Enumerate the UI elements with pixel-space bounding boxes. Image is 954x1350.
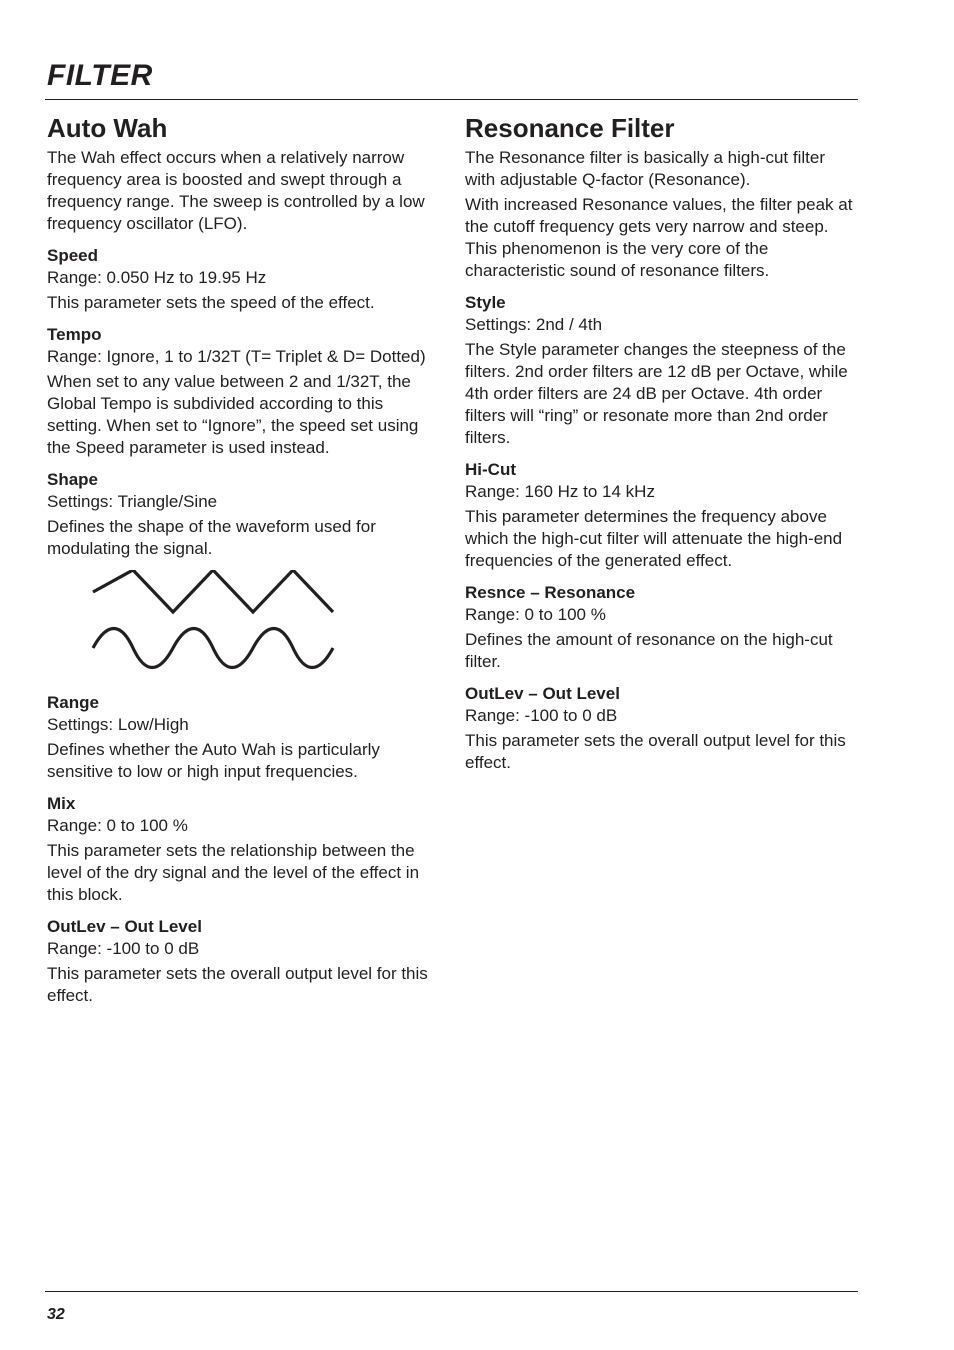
param-description: This parameter determines the frequency above which the high-cut filter will attenuate the high-end frequencies of the generated effect. (465, 507, 843, 570)
param-hi-cut (465, 459, 857, 572)
auto-wah-title: Auto Wah (47, 113, 168, 143)
param-range: Range: Ignore, 1 to 1/32T (T= Triplet & D= Dotted) (47, 347, 426, 366)
triangle-waveform (93, 570, 333, 612)
footer-rule (45, 1291, 858, 1292)
auto-wah-intro: The Wah effect occurs when a relatively narrow frequency area is boosted and swept through a frequency range. The sweep is controlled by a low frequency oscillator (LFO). (47, 148, 425, 233)
param-range: Settings: Triangle/Sine (47, 492, 218, 511)
resonance-filter-title: Resonance Filter (465, 113, 675, 143)
param-style (465, 292, 857, 449)
param-description: When set to any value between 2 and 1/32T, the Global Tempo is subdivided according to this setting. When set to “Ignore”, the speed set using the Speed parameter is used instead. (47, 372, 419, 457)
param-range: Range: -100 to 0 dB (465, 706, 618, 725)
param-range: Settings: 2nd / 4th (465, 315, 603, 334)
param-range: Range: 0 to 100 % (47, 816, 188, 835)
resonance-filter-column (465, 111, 857, 774)
param-mix (47, 793, 439, 906)
param-description: This parameter sets the overall output level for this effect. (465, 731, 846, 772)
param-description: Defines the amount of resonance on the high-cut filter. (465, 630, 833, 671)
param-resonance (465, 582, 857, 673)
param-range-setting (47, 692, 439, 783)
param-description: This parameter sets the speed of the effect. (47, 293, 375, 312)
param-out-level (47, 916, 439, 1007)
param-name: Mix (47, 794, 76, 813)
param-shape (47, 469, 439, 560)
param-name: Tempo (47, 325, 102, 344)
page-number: 32 (47, 1306, 65, 1323)
header-rule (45, 99, 858, 100)
param-description: This parameter sets the relationship between the level of the dry signal and the level of the effect in this block. (47, 841, 420, 904)
param-description: Defines whether the Auto Wah is particularly sensitive to low or high input frequencies. (47, 740, 380, 781)
page-title: FILTER (47, 59, 153, 92)
param-speed (47, 245, 439, 314)
resonance-filter-intro: The Resonance filter is basically a high-cut filter with adjustable Q-factor (Resonance). (465, 148, 825, 189)
param-name: Shape (47, 470, 99, 489)
param-description: Defines the shape of the waveform used for modulating the signal. (47, 517, 376, 558)
param-range: Range: 0.050 Hz to 19.95 Hz (47, 268, 267, 287)
param-name: OutLev – Out Level (465, 684, 620, 703)
param-name: Style (465, 293, 506, 312)
resonance-filter-intro-2: With increased Resonance values, the filter peak at the cutoff frequency gets very narrow and steep. This phenomenon is the very core of the characteristic sound of resonance filters. (465, 195, 853, 280)
param-name: Resnce – Resonance (465, 583, 636, 602)
param-description: The Style parameter changes the steepness of the filters. 2nd order filters are 12 dB per Octave, while 4th order filters are 24 dB per Octave. 4th order filters will “ring” or resonate more than 2nd order filters. (465, 340, 848, 447)
param-range: Range: -100 to 0 dB (47, 939, 200, 958)
param-name: Range (47, 693, 99, 712)
param-out-level (465, 683, 857, 774)
param-range: Settings: Low/High (47, 715, 189, 734)
param-range: Range: 0 to 100 % (465, 605, 606, 624)
waveform-illustration (91, 570, 337, 680)
param-description: This parameter sets the overall output level for this effect. (47, 964, 428, 1005)
auto-wah-column (47, 111, 439, 1007)
param-name: Speed (47, 246, 99, 265)
param-tempo (47, 324, 439, 459)
param-name: Hi-Cut (465, 460, 516, 479)
param-name: OutLev – Out Level (47, 917, 202, 936)
param-range: Range: 160 Hz to 14 kHz (465, 482, 655, 501)
sine-waveform (93, 629, 333, 668)
